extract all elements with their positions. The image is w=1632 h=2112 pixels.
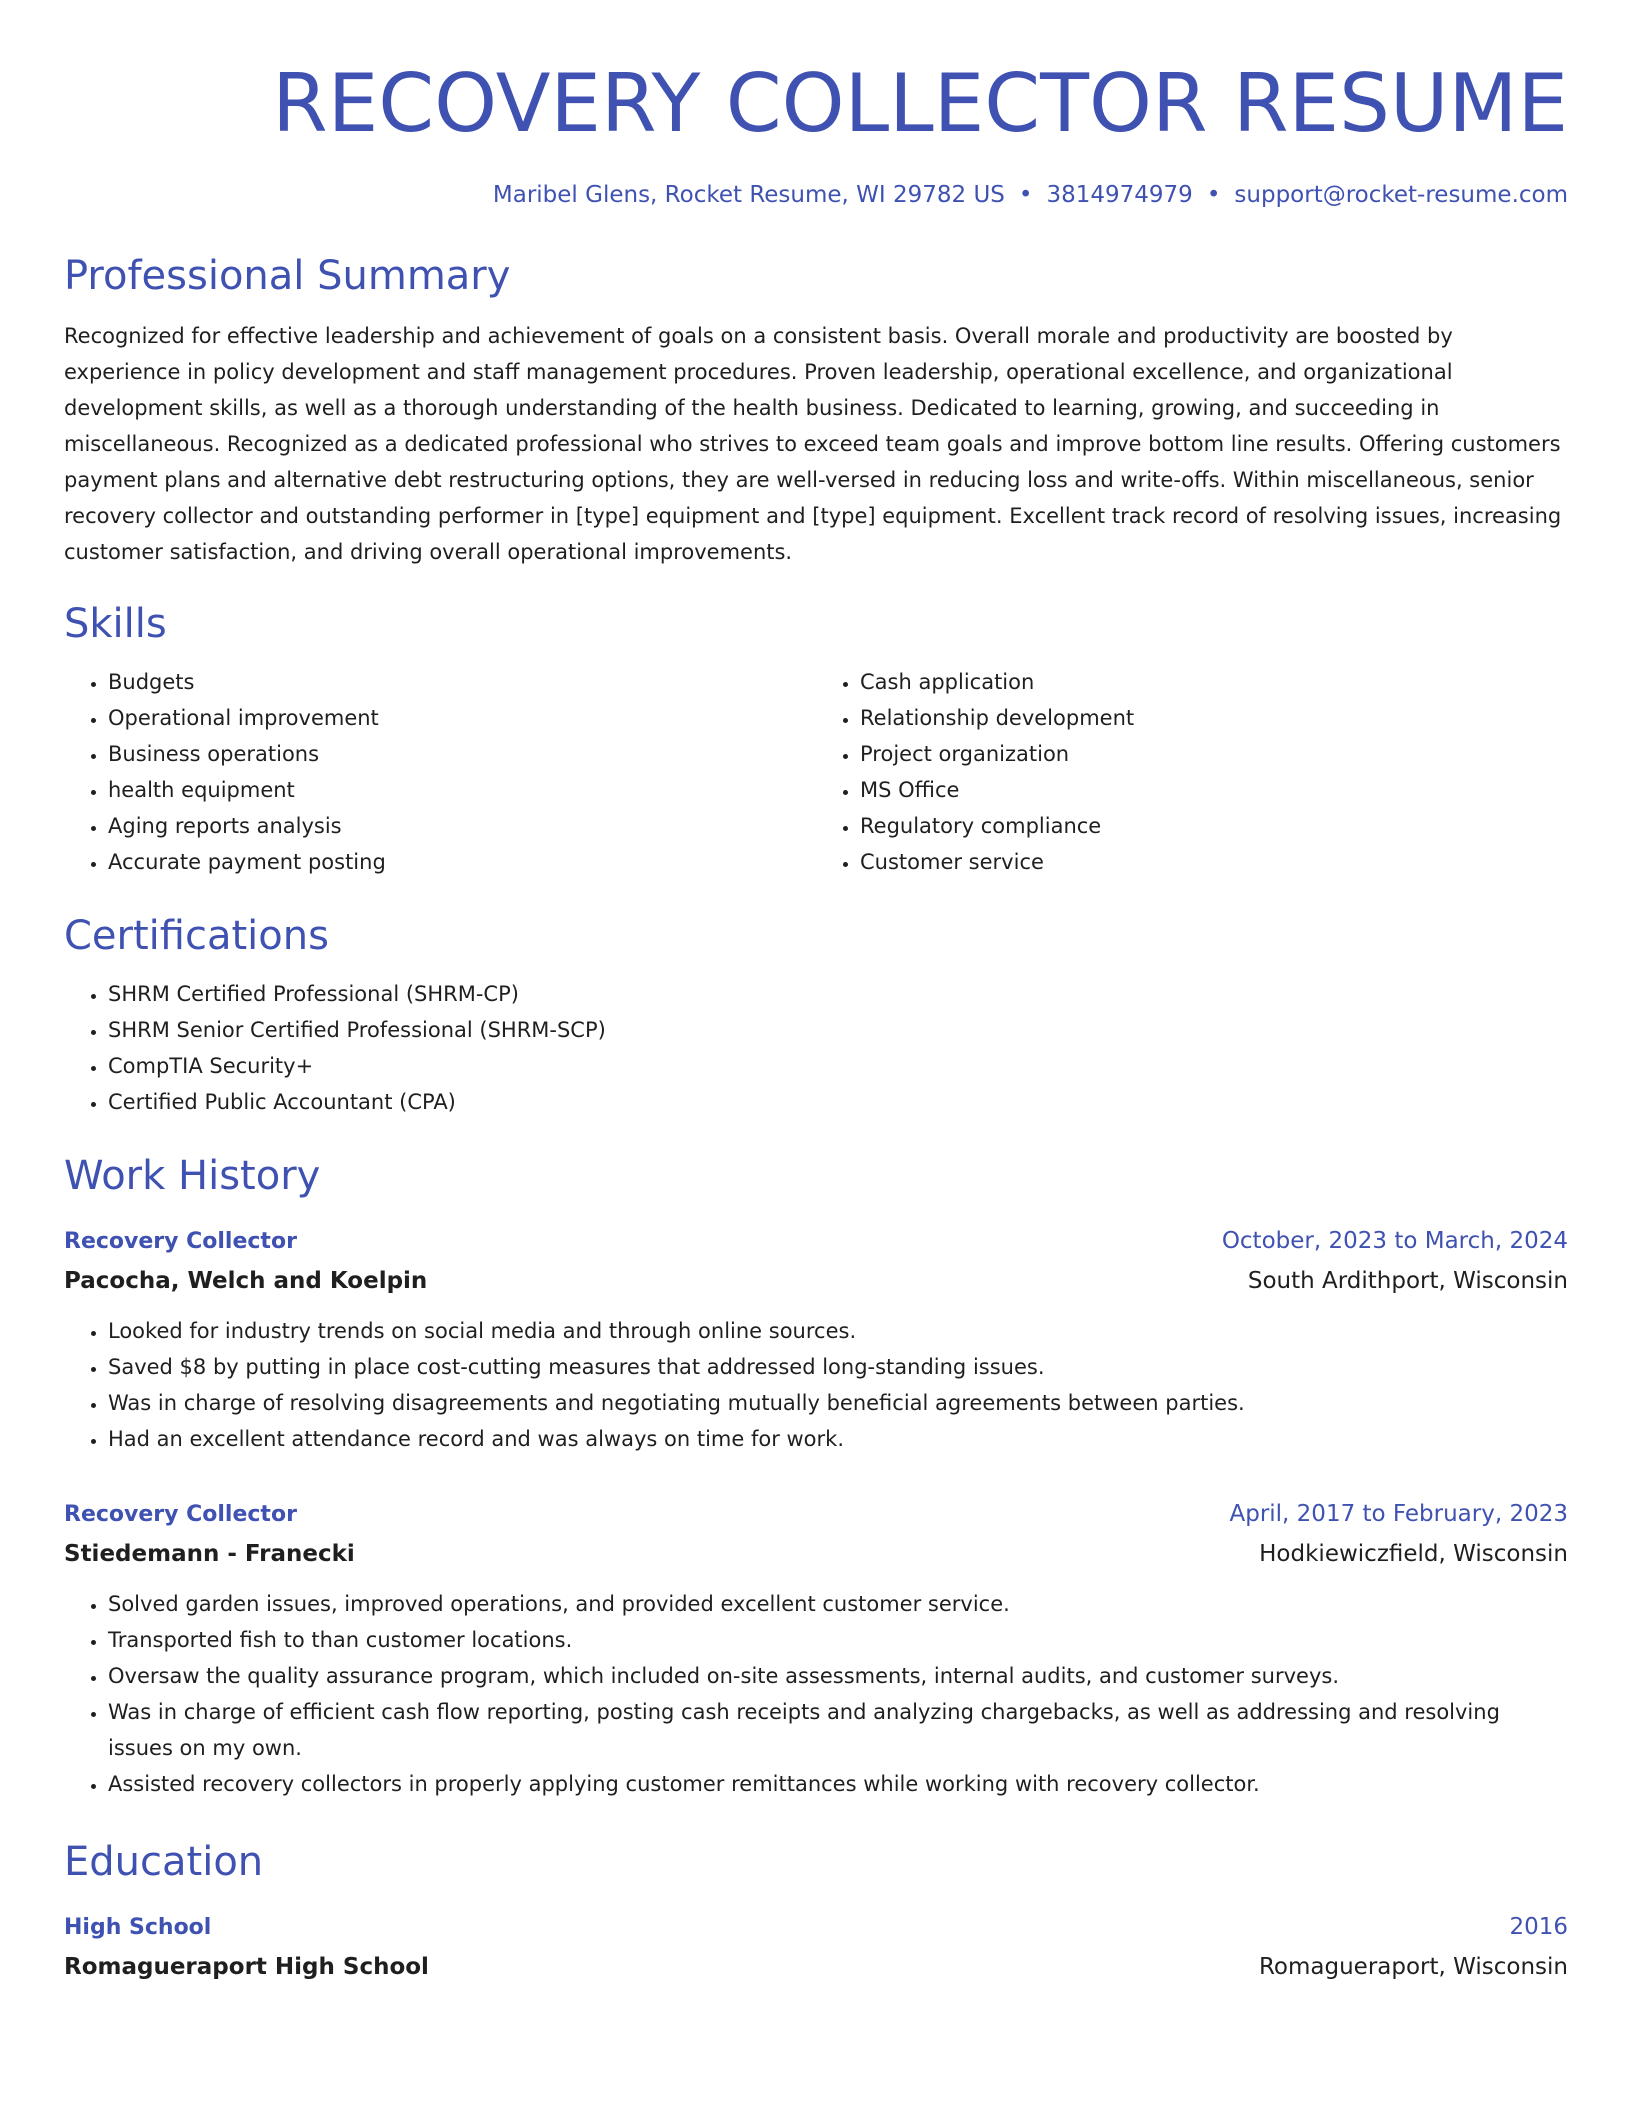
job-company: Pacocha, Welch and Koelpin <box>64 1268 428 1294</box>
job-title-row <box>64 1222 1568 1261</box>
certifications-list <box>64 976 1568 1120</box>
job-bullet: • Solved garden issues, improved operations, and provided excellent customer service. <box>108 1586 1568 1622</box>
job-role: Recovery Collector <box>64 1502 297 1527</box>
education-degree: High School <box>64 1915 212 1940</box>
job-bullet: • Had an excellent attendance record and was always on time for work. <box>108 1421 1568 1457</box>
separator-dot: • <box>1206 182 1221 208</box>
skills-section <box>64 600 1568 880</box>
contact-email: support@rocket-resume.com <box>1234 182 1568 208</box>
section-heading-work: Work History <box>64 1153 321 1199</box>
skill-item: • Aging reports analysis <box>108 808 816 844</box>
certification-item: • SHRM Certified Professional (SHRM-CP) <box>108 976 1568 1012</box>
job-bullet: • Transported fish to than customer locations. <box>108 1622 1568 1658</box>
skills-columns <box>64 664 1568 880</box>
section-heading-summary: Professional Summary <box>64 253 511 299</box>
skill-item: • Budgets <box>108 664 816 700</box>
certification-item: • CompTIA Security+ <box>108 1048 1568 1084</box>
education-entry <box>64 1908 1568 1987</box>
education-section <box>64 1838 1568 1987</box>
skills-left-list <box>64 664 816 880</box>
skill-item: • Regulatory compliance <box>860 808 1568 844</box>
section-heading-skills: Skills <box>64 601 167 647</box>
skill-item: • Accurate payment posting <box>108 844 816 880</box>
contact-phone: 3814974979 <box>1046 182 1193 208</box>
summary-text: Recognized for effective leadership and achievement of goals on a consistent basis. Overall morale and productivity are boosted by experience in policy development and staff management procedures. Proven leadership, operational excellence, and organizational development skills, as well as a thorough understanding of the health business. Dedicated to learning, growing, and succeeding in miscellaneous. Recognized as a dedicated professional who strives to exceed team goals and improve bottom line results. Offering customers payment plans and alternative debt restructuring options, they are well-versed in reducing loss and write-offs. Within miscellaneous, senior recovery collector and outstanding performer in [type] equipment and [type] equipment. Excellent track record of resolving issues, increasing customer satisfaction, and driving overall operational improvements. <box>64 324 1562 564</box>
education-year: 2016 <box>1509 1914 1568 1940</box>
job-location: Hodkiewiczfield, Wisconsin <box>1259 1541 1568 1567</box>
certification-item: • Certified Public Accountant (CPA) <box>108 1084 1568 1120</box>
job-bullet: • Oversaw the quality assurance program, which included on-site assessments, internal audits, and customer surveys. <box>108 1658 1568 1694</box>
job-title-row <box>64 1495 1568 1534</box>
separator-dot: • <box>1018 182 1033 208</box>
skill-item: • MS Office <box>860 772 1568 808</box>
skill-item: • Relationship development <box>860 700 1568 736</box>
job-company-row <box>64 1261 1568 1301</box>
certification-item: • SHRM Senior Certified Professional (SHRM-SCP) <box>108 1012 1568 1048</box>
job-bullet: • Saved $8 by putting in place cost-cutting measures that addressed long-standing issues. <box>108 1349 1568 1385</box>
education-degree-row <box>64 1908 1568 1947</box>
job-dates: October, 2023 to March, 2024 <box>1221 1228 1568 1254</box>
job-bullets <box>64 1586 1568 1802</box>
contact-line <box>64 182 1568 208</box>
skill-item: • Business operations <box>108 736 816 772</box>
job-company: Stiedemann - Franecki <box>64 1541 355 1567</box>
professional-summary-section <box>64 252 1568 570</box>
job-company-row <box>64 1534 1568 1574</box>
skill-item: • Project organization <box>860 736 1568 772</box>
job-bullet: • Looked for industry trends on social media and through online sources. <box>108 1313 1568 1349</box>
skills-right-list <box>816 664 1568 880</box>
skill-item: • Customer service <box>860 844 1568 880</box>
education-location: Romagueraport, Wisconsin <box>1258 1954 1568 1980</box>
job-entry <box>64 1222 1568 1457</box>
skill-item: • health equipment <box>108 772 816 808</box>
education-school: Romagueraport High School <box>64 1954 429 1980</box>
job-bullet: • Was in charge of resolving disagreements and negotiating mutually beneficial agreements between parties. <box>108 1385 1568 1421</box>
job-entry <box>64 1495 1568 1802</box>
job-bullet: • Assisted recovery collectors in properly applying customer remittances while working with recovery collector. <box>108 1766 1568 1802</box>
skill-item: • Cash application <box>860 664 1568 700</box>
education-school-row <box>64 1947 1568 1987</box>
job-bullet: • Was in charge of efficient cash flow reporting, posting cash receipts and analyzing chargebacks, as well as addressing and resolving issues on my own. <box>108 1694 1568 1766</box>
contact-address: Maribel Glens, Rocket Resume, WI 29782 US <box>492 182 1005 208</box>
section-heading-education: Education <box>64 1839 264 1885</box>
job-bullets <box>64 1313 1568 1457</box>
resume-title: RECOVERY COLLECTOR RESUME <box>272 57 1568 150</box>
section-heading-certifications: Certifications <box>64 913 329 959</box>
job-role: Recovery Collector <box>64 1229 297 1254</box>
work-history-section <box>64 1152 1568 1802</box>
job-dates: April, 2017 to February, 2023 <box>1229 1501 1568 1527</box>
skill-item: • Operational improvement <box>108 700 816 736</box>
job-location: South Ardithport, Wisconsin <box>1247 1268 1568 1294</box>
certifications-section <box>64 912 1568 1120</box>
